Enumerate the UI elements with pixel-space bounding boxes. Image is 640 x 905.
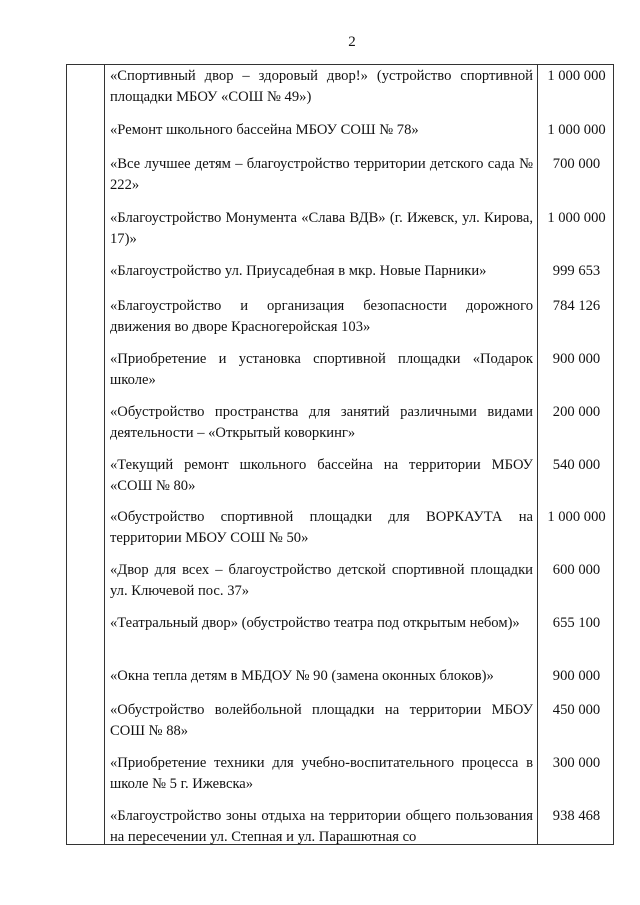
project-amount: 655 100 [552,615,601,631]
project-amount: 300 000 [552,755,601,771]
project-description: «Спортивный двор – здоровый двор!» (устройство спортивной площадки МБОУ «СОШ № 49») [110,68,533,105]
project-amount: 1 000 000 [547,210,606,226]
page-number: 2 [348,34,356,50]
projects-table [66,64,614,845]
project-description: «Окна тепла детям в МБДОУ № 90 (замена оконных блоков)» [110,668,494,684]
project-amount: 1 000 000 [547,68,606,84]
project-description: «Благоустройство Монумента «Слава ВДВ» (г. Ижевск, ул. Кирова, 17)» [110,210,533,247]
project-amount: 1 000 000 [547,122,606,138]
project-description: «Обустройство волейбольной площадки на территории МБОУ СОШ № 88» [110,702,533,739]
project-description: «Обустройство спортивной площадки для ВОРКАУТА на территории МБОУ СОШ № 50» [110,509,533,546]
project-description: «Все лучшее детям – благоустройство территории детского сада № 222» [110,156,533,193]
project-description: «Благоустройство ул. Приусадебная в мкр. Новые Парники» [110,263,487,279]
project-description: «Приобретение техники для учебно-воспитательного процесса в школе № 5 г. Ижевска» [110,755,533,792]
project-description: «Приобретение и установка спортивной площадки «Подарок школе» [110,351,533,388]
project-amount: 999 653 [552,263,601,279]
project-amount: 540 000 [552,457,601,473]
project-amount: 900 000 [552,668,601,684]
project-amount: 700 000 [552,156,601,172]
project-description: «Благоустройство зоны отдыха на территории общего пользования на пересечении ул. Степная и ул. Парашютная со [110,808,533,845]
project-amount: 450 000 [552,702,601,718]
column-divider [104,65,105,844]
project-description: «Двор для всех – благоустройство детской спортивной площадки ул. Ключевой пос. 37» [110,562,533,599]
project-description: «Текущий ремонт школьного бассейна на территории МБОУ «СОШ № 80» [110,457,533,494]
project-amount: 600 000 [552,562,601,578]
project-amount: 900 000 [552,351,601,367]
project-amount: 938 468 [552,808,601,824]
project-amount: 784 126 [552,298,601,314]
project-amount: 1 000 000 [547,509,606,525]
project-description: «Театральный двор» (обустройство театра под открытым небом)» [110,615,520,631]
project-description: «Благоустройство и организация безопасности дорожного движения во дворе Красногеройская 103» [110,298,533,335]
project-description: «Ремонт школьного бассейна МБОУ СОШ № 78» [110,122,419,138]
project-description: «Обустройство пространства для занятий различными видами деятельности – «Открытый коворкинг» [110,404,533,441]
project-amount: 200 000 [552,404,601,420]
